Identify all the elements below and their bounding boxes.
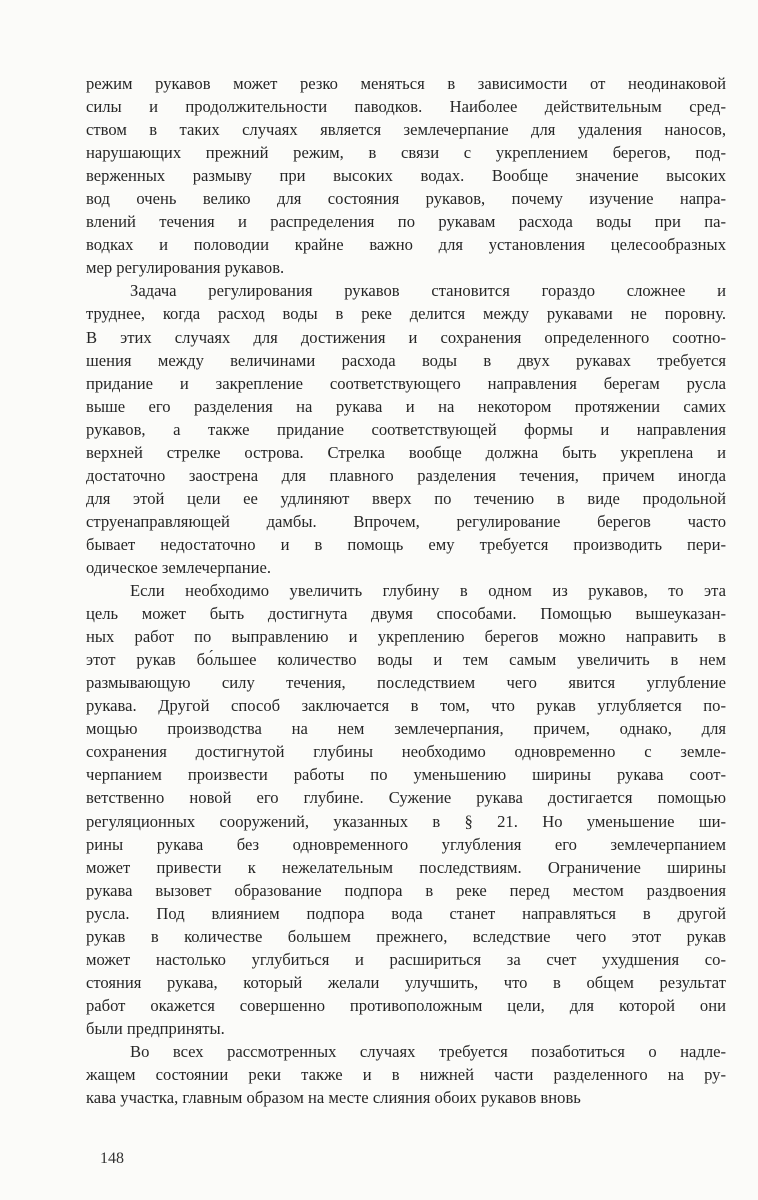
text-line: верхней стрелке острова. Стрелка вообще должна быть укреплена и <box>86 442 726 462</box>
paragraph <box>86 579 726 1040</box>
text-line: водках и половодии крайне важно для установления целесообразных <box>86 235 726 255</box>
text-line: цель может быть достигнута двумя способами. Помощью вышеуказан- <box>86 604 726 624</box>
text-line: придание и закрепление соответствующего направления берегам русла <box>86 373 726 393</box>
text-line: мер регулирования рукавов. <box>86 258 285 278</box>
text-line: струенаправляющей дамбы. Впрочем, регулирование берегов часто <box>86 511 726 531</box>
text-line: сохранения достигнутой глубины необходимо одновременно с земле- <box>86 742 726 762</box>
text-line: Во всех рассмотренных случаях требуется позаботиться о надле- <box>130 1041 726 1061</box>
text-line: одическое землечерпание. <box>86 557 272 577</box>
text-line: В этих случаях для достижения и сохранения определенного соотно- <box>86 327 726 347</box>
text-line: мощью производства на нем землечерпания, причем, однако, для <box>86 719 726 739</box>
text-line: регуляционных сооружений, указанных в § 21. Но уменьшение ши- <box>86 811 726 831</box>
text-line: для этой цели ее удлиняют вверх по течению в виде продольной <box>86 488 726 508</box>
text-line: рины рукава без одновременного углубления его землечерпанием <box>86 834 726 854</box>
text-line: ных работ по выправлению и укреплению берегов можно направить в <box>86 627 726 647</box>
text-line: рукав в количестве большем прежнего, вследствие чего этот рукав <box>86 926 726 946</box>
text-line: рукава вызовет образование подпора в реке перед местом раздвоения <box>86 880 726 900</box>
paragraph <box>86 72 726 279</box>
text-line: рукава. Другой способ заключается в том, что рукав углубляется по- <box>86 696 726 716</box>
text-line: работ окажется совершенно противоположным цели, для которой они <box>86 995 726 1015</box>
text-line: труднее, когда расход воды в реке делится между рукавами не поровну. <box>86 304 726 324</box>
text-line: нарушающих прежний режим, в связи с укреплением берегов, под- <box>86 143 726 163</box>
text-line: может привести к нежелательным последствиям. Ограничение ширины <box>86 857 726 877</box>
paragraph <box>86 1040 726 1109</box>
text-line: размывающую силу течения, последствием чего явится углубление <box>86 673 726 693</box>
text-line: влений течения и распределения по рукавам расхода воды при па- <box>86 212 726 232</box>
text-line: были предприняты. <box>86 1018 225 1038</box>
text-line: этот рукав бо́льшее количество воды и тем самым увеличить в нем <box>86 650 726 670</box>
text-line: Если необходимо увеличить глубину в одном из рукавов, то эта <box>130 581 726 601</box>
text-line: силы и продолжительности паводков. Наиболее действительным сред- <box>86 97 726 117</box>
text-line: может настолько углубиться и расшириться за счет ухудшения со- <box>86 949 726 969</box>
text-line: режим рукавов может резко меняться в зависимости от неодинаковой <box>86 74 726 93</box>
text-line: бывает недостаточно и в помощь ему требуется производить пери- <box>86 534 726 554</box>
text-line: русла. Под влиянием подпора вода станет направляться в другой <box>86 903 726 923</box>
text-line: ством в таких случаях является землечерпание для удаления наносов, <box>86 120 726 140</box>
body-text <box>86 72 726 1109</box>
text-line: верженных размыву при высоких водах. Вообще значение высоких <box>86 166 726 186</box>
text-line: шения между величинами расхода воды в двух рукавах требуется <box>86 350 726 370</box>
text-line: выше его разделения на рукава и на некотором протяжении самих <box>86 396 726 416</box>
paragraph <box>86 279 726 579</box>
text-line: ветственно новой его глубине. Сужение рукава достигается помощью <box>86 788 726 808</box>
text-line: кава участка, главным образом на месте слияния обоих рукавов вновь <box>86 1088 581 1108</box>
text-line: стояния рукава, который желали улучшить, что в общем результат <box>86 972 726 992</box>
text-line: жащем состоянии реки также и в нижней части разделенного на ру- <box>86 1065 726 1085</box>
text-line: достаточно заострена для плавного разделения течения, причем иногда <box>86 465 726 485</box>
page-number: 148 <box>100 1150 124 1167</box>
text-line: вод очень велико для состояния рукавов, почему изучение напра- <box>86 189 726 209</box>
text-line: Задача регулирования рукавов становится гораздо сложнее и <box>130 281 726 301</box>
text-line: рукавов, а также придание соответствующей формы и направления <box>86 419 726 439</box>
text-line: черпанием произвести работы по уменьшению ширины рукава соот- <box>86 765 726 785</box>
